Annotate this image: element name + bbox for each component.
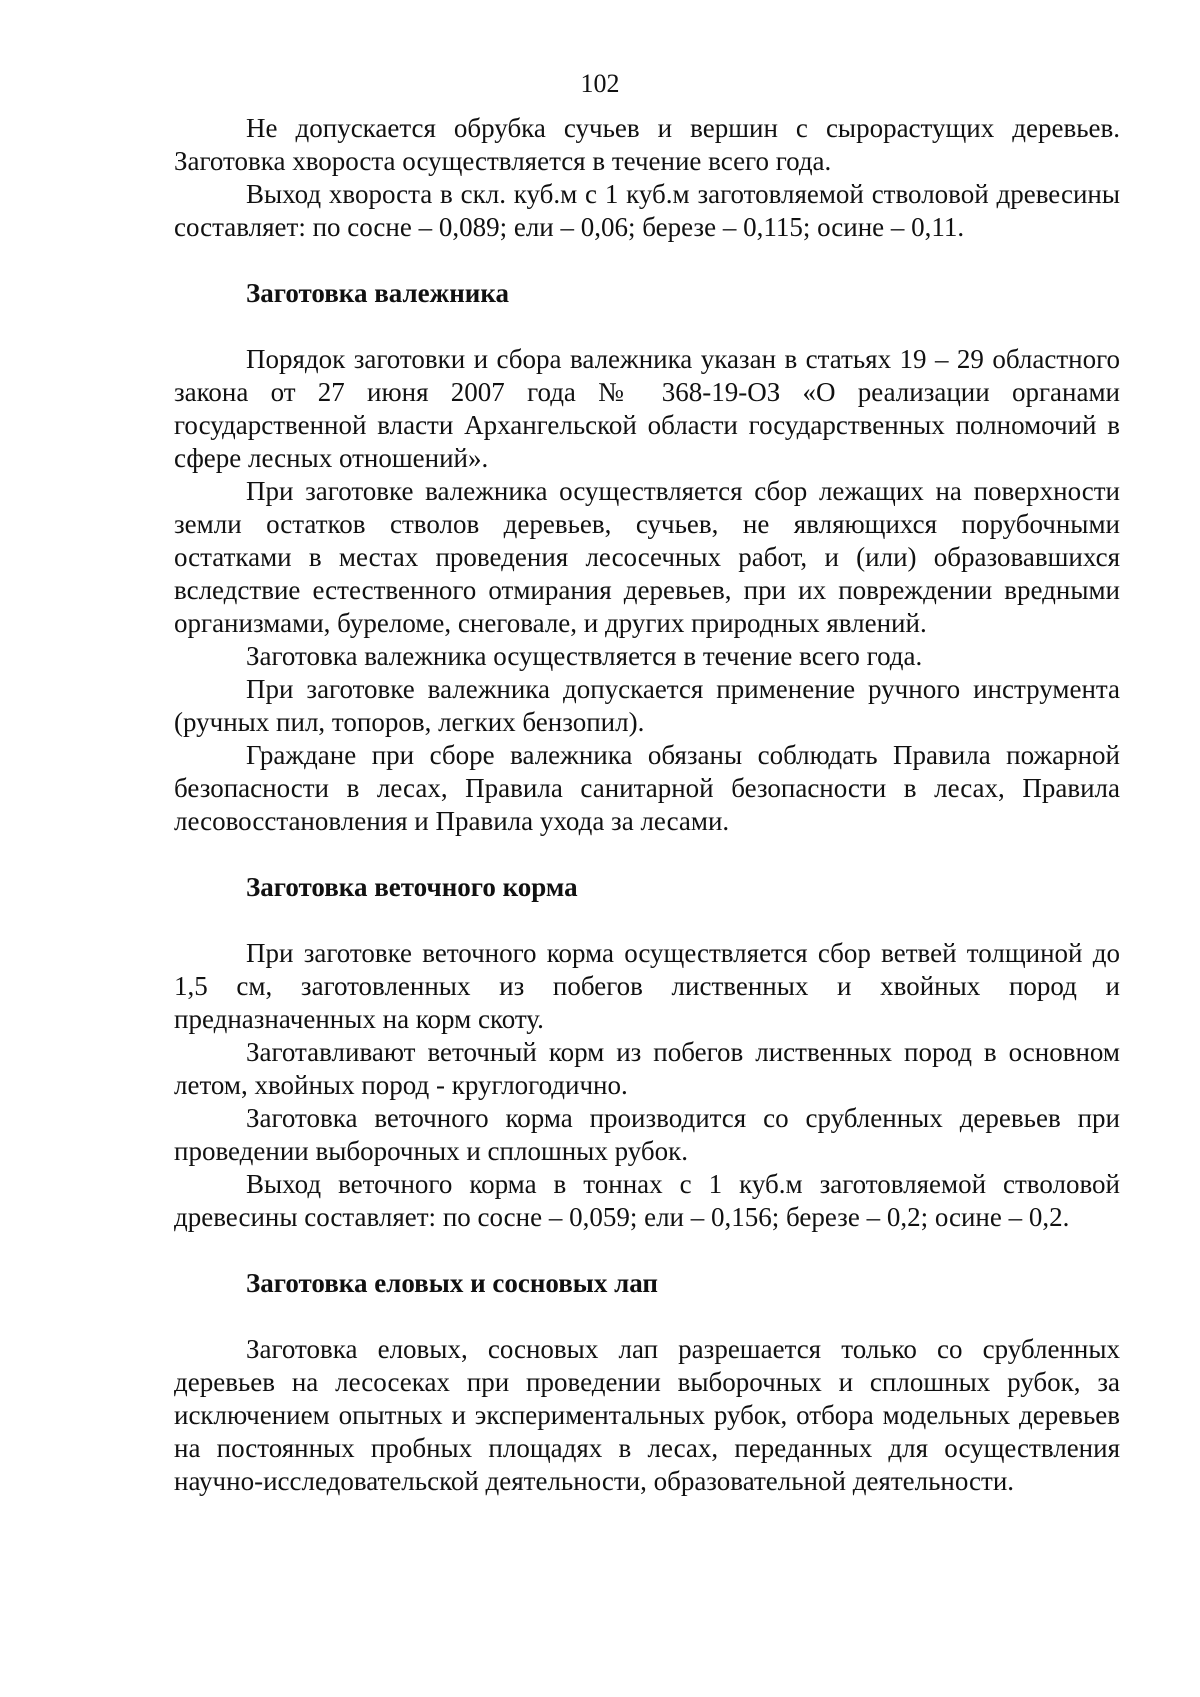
spacer bbox=[174, 1234, 1120, 1267]
spacer bbox=[174, 310, 1120, 343]
paragraph: Выход веточного корма в тоннах с 1 куб.м заготовляемой стволовой древесины составляет: по сосне – 0,059; ели – 0,156; березе – 0,2; осине – 0,2. bbox=[174, 1169, 1120, 1232]
paragraph: Не допускается обрубка сучьев и вершин с сырорастущих деревьев. Заготовка хвороста осуществляется в течение всего года. bbox=[174, 113, 1120, 176]
section-heading-lapy: Заготовка еловых и сосновых лап bbox=[246, 1268, 658, 1298]
spacer bbox=[174, 244, 1120, 277]
page-number: 102 bbox=[580, 69, 620, 98]
section-heading-vetochny-korm: Заготовка веточного корма bbox=[246, 872, 578, 902]
paragraph: Выход хвороста в скл. куб.м с 1 куб.м заготовляемой стволовой древесины составляет: по сосне – 0,089; ели – 0,06; березе – 0,115; осине – 0,11. bbox=[174, 179, 1120, 242]
paragraph: Граждане при сборе валежника обязаны соблюдать Правила пожарной безопасности в лесах, Правила санитарной безопасности в лесах, Правила лесовосстановления и Правила ухода за лесами. bbox=[174, 740, 1120, 836]
paragraph: Заготовка валежника осуществляется в течение всего года. bbox=[246, 641, 923, 671]
paragraph: При заготовке веточного корма осуществляется сбор ветвей толщиной до 1,5 см, заготовленных из побегов лиственных и хвойных пород и предназначенных на корм скоту. bbox=[174, 938, 1120, 1034]
paragraph: При заготовке валежника осуществляется сбор лежащих на поверхности земли остатков стволов деревьев, сучьев, не являющихся порубочными остатками в местах проведения лесосечных работ, и (или) образовавшихся вследствие естественного отмирания деревьев, при их повреждении вредными организмами, буреломе, снеговале, и других природных явлений. bbox=[174, 476, 1120, 638]
document-body bbox=[174, 112, 1120, 1498]
spacer bbox=[174, 904, 1120, 937]
section-heading-valezhnik: Заготовка валежника bbox=[246, 278, 509, 308]
paragraph: Заготавливают веточный корм из побегов лиственных пород в основном летом, хвойных пород - круглогодично. bbox=[174, 1037, 1120, 1100]
paragraph: Заготовка еловых, сосновых лап разрешается только со срубленных деревьев на лесосеках при проведении выборочных и сплошных рубок, за исключением опытных и экспериментальных рубок, отбора модельных деревьев на постоянных пробных площадях в лесах, переданных для осуществления научно-исследовательской деятельности, образовательной деятельности. bbox=[174, 1334, 1120, 1496]
paragraph: Заготовка веточного корма производится со срубленных деревьев при проведении выборочных и сплошных рубок. bbox=[174, 1103, 1120, 1166]
spacer bbox=[174, 1300, 1120, 1333]
paragraph: При заготовке валежника допускается применение ручного инструмента (ручных пил, топоров, легких бензопил). bbox=[174, 674, 1120, 737]
spacer bbox=[174, 838, 1120, 871]
paragraph: Порядок заготовки и сбора валежника указан в статьях 19 – 29 областного закона от 27 июня 2007 года № 368-19-ОЗ «О реализации органами государственной власти Архангельской области государственных полномочий в сфере лесных отношений». bbox=[174, 344, 1120, 473]
